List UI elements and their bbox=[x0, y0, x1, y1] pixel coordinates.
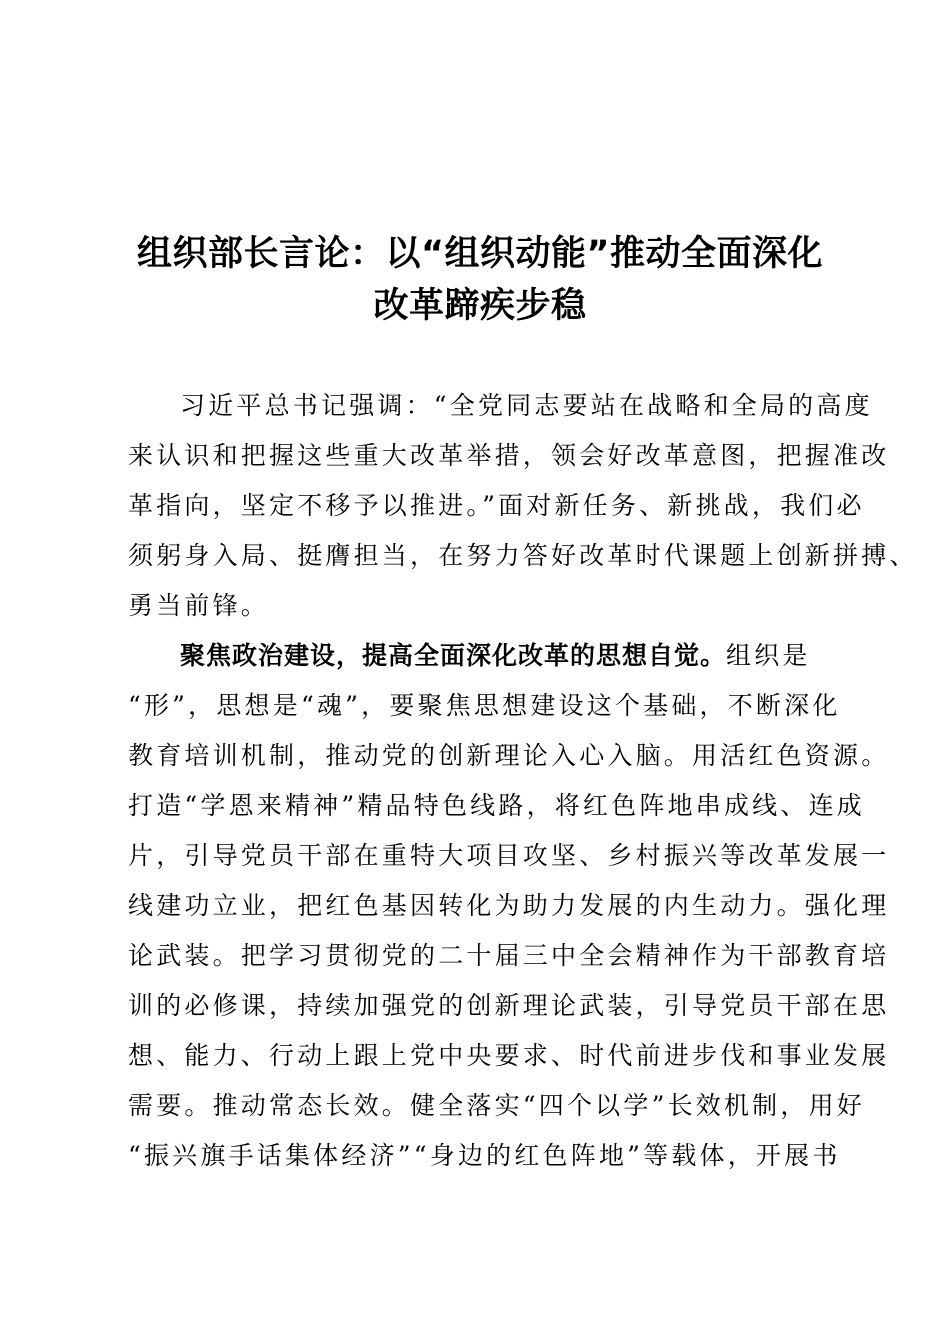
paragraph-1-line-4: 须躬身入局、挺膺担当，在努力答好改革时代课题上创新拼搏、 bbox=[128, 541, 918, 570]
paragraph-2-line-3: 教育培训机制，推动党的创新理论入心入脑。用活红色资源。 bbox=[128, 741, 890, 770]
paragraph-1-line-2: 来认识和把握这些重大改革举措，领会好改革意图，把握准改 bbox=[128, 441, 890, 470]
paragraph-2-line-7: 论武装。把学习贯彻党的二十届三中全会精神作为干部教育培 bbox=[128, 941, 890, 970]
document-title bbox=[110, 228, 850, 332]
paragraph-2-line-11: “振兴旗手话集体经济”“身边的红色阵地”等载体，开展书 bbox=[128, 1141, 841, 1170]
paragraph-2-line-6: 线建功立业，把红色基因转化为助力发展的内生动力。强化理 bbox=[128, 891, 890, 920]
paragraph-2-line-1 bbox=[180, 631, 840, 681]
paragraph-1-line-1: 习近平总书记强调：“全党同志要站在战略和全局的高度 bbox=[180, 391, 873, 420]
paragraph-1-line-5: 勇当前锋。 bbox=[128, 591, 270, 620]
title-line-2: 改革蹄疾步稳 bbox=[373, 286, 587, 326]
paragraph-2-line-9: 想、能力、行动上跟上党中央要求、时代前进步伐和事业发展 bbox=[128, 1041, 890, 1070]
paragraph-2-line-5: 片，引导党员干部在重特大项目攻坚、乡村振兴等改革发展一 bbox=[128, 841, 890, 870]
paragraph-2-line-2: “形”，思想是“魂”，要聚焦思想建设这个基础，不断深化 bbox=[128, 691, 841, 720]
paragraph-2-line-4: 打造“学恩来精神”精品特色线路，将红色阵地串成线、连成 bbox=[128, 791, 865, 820]
title-line-1: 组织部长言论：以“组织动能”推动全面深化 bbox=[136, 234, 823, 274]
paragraph-2-line-10: 需要。推动常态长效。健全落实“四个以学”长效机制，用好 bbox=[128, 1091, 865, 1120]
paragraph-1-line-3: 革指向，坚定不移予以推进。”面对新任务、新挑战，我们必 bbox=[128, 491, 865, 520]
paragraph-2-heading: 聚焦政治建设，提高全面深化改革的思想自觉。 bbox=[180, 641, 727, 670]
paragraph-2-line-1-rest: 组织是 bbox=[726, 641, 811, 670]
paragraph-2-line-8: 训的必修课，持续加强党的创新理论武装，引导党员干部在思 bbox=[128, 991, 890, 1020]
